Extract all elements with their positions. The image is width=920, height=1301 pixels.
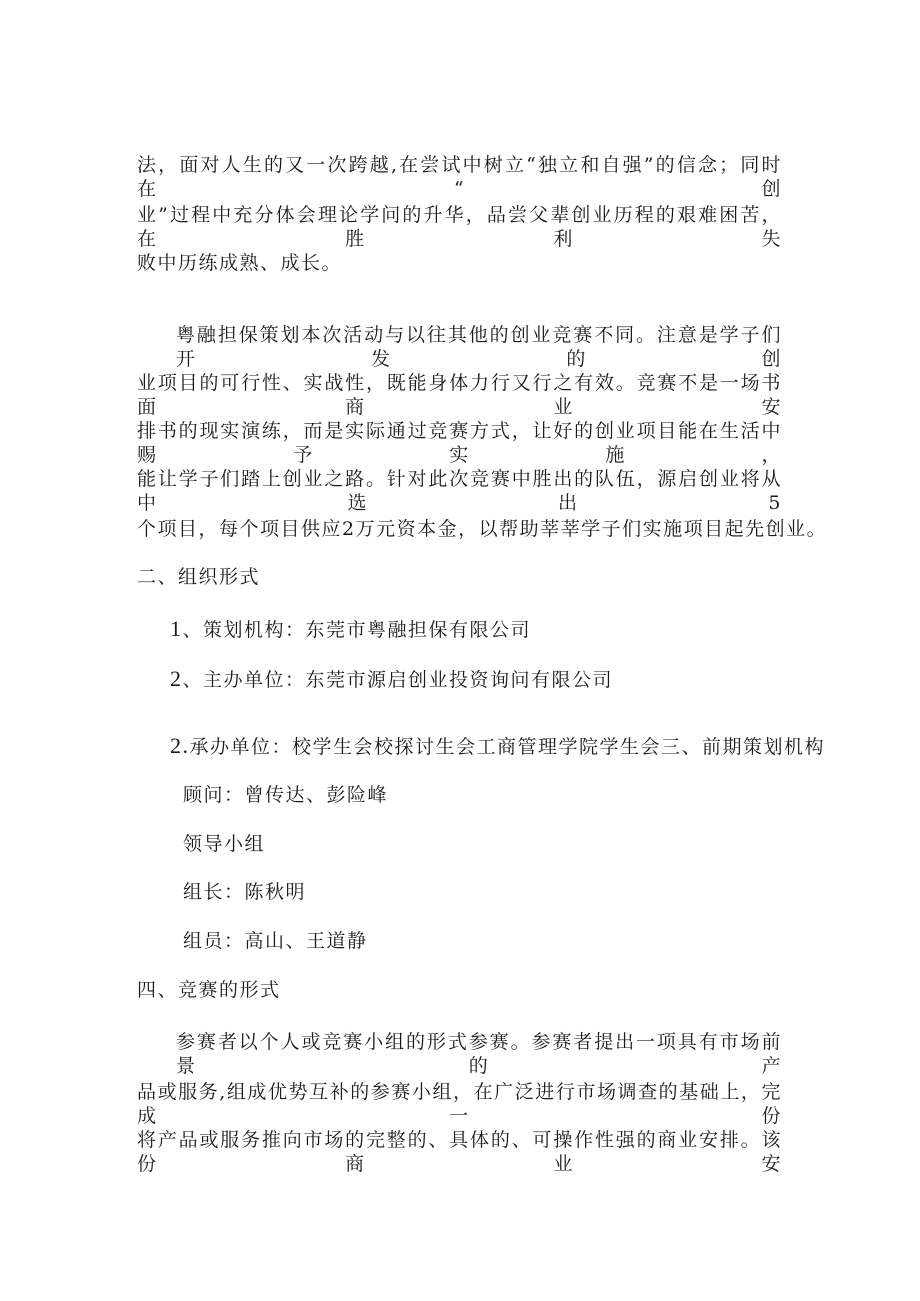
section-heading: 四、竞赛的形式 [137,979,281,1001]
section-heading: 二、组织形式 [137,566,261,588]
list-item-text: 、策划机构：东莞市粤融担保有限公司 [182,619,532,641]
paragraph-line: 粤融担保策划本次活动与以往其他的创业竞赛不同。注意是学子们开发的创 [176,324,782,370]
paragraph-line: 业”过程中充分体会理论学问的升华，品尝父辈创业历程的艰难困苦，在胜利失 [137,204,782,250]
paragraph-line: 参赛者以个人或竞赛小组的形式参赛。参赛者提出一项具有市场前景的产 [176,1031,782,1077]
paragraph-line: 品或服务,组成优势互补的参赛小组，在广泛进行市场调查的基础上，完成一份 [137,1081,782,1127]
paragraph-line: 法，面对人生的又一次跨越,在尝试中树立“独立和自强”的信念；同时在“创 [137,154,782,200]
group-title: 领导小组 [183,833,266,855]
paragraph-line: 将产品或服务推向市场的完整的、具体的、可操作性强的商业安排。该份商业安 [137,1129,782,1175]
list-item-text: 、主办单位：东莞市源启创业投资询问有限公司 [182,669,614,691]
paragraph-line: 能让学子们踏上创业之路。针对此次竞赛中胜出的队伍，源启创业将从中选出5 [137,468,782,514]
paragraph-line: 业项目的可行性、实战性，既能身体力行又行之有效。竞赛不是一场书面商业安 [137,372,782,418]
list-item-text: 承办单位：校学生会校探讨生会工商管理学院学生会三、前期策划机构 [189,736,826,758]
advisors-line: 顾问：曾传达、彭险峰 [183,784,389,806]
paragraph-line: 排书的现实演练，而是实际通过竞赛方式，让好的创业项目能在生活中赐予实施， [137,420,782,466]
list-item [170,734,825,759]
leader-line: 组长：陈秋明 [183,881,307,903]
list-item-number: 2 [170,666,183,691]
members-line: 组员：高山、王道静 [183,930,368,952]
list-item-number: 1 [170,616,183,641]
list-item [170,617,531,642]
list-item-number: 2. [170,733,190,758]
paragraph-line: 个项目，每个项目供应2万元资本金，以帮助莘莘学子们实施项目起先创业。 [137,518,828,540]
list-item [170,667,613,692]
paragraph-line: 败中历练成熟、成长。 [137,252,343,274]
